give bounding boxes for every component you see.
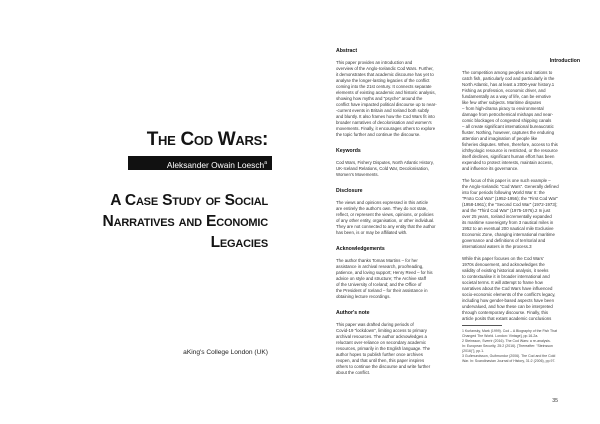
text-line: While this paper focuses on the Cod Wars': [462, 256, 544, 261]
abstract-column: [336, 0, 454, 424]
text-line: damage from petrochemical mishaps and near-: [462, 112, 554, 117]
text-line: coming into the 21st century. It connects separate: [336, 84, 432, 89]
section-heading: Abstract: [336, 48, 358, 54]
text-line: are entirely the author's own. They do not state,: [336, 206, 428, 211]
text-line: and influence its governance.: [462, 166, 519, 171]
author-affiliation: aKing's College London (UK): [183, 349, 268, 356]
footnote-line: 1 Kurlansky, Mark (1999). Cod – A Biography of the Fish That: [462, 329, 558, 333]
section-heading: Acknowledgements: [336, 246, 385, 252]
text-line: others to continue the discourse and write further: [336, 364, 431, 369]
title-block: [40, 0, 272, 424]
text-line: socio-economic elements of the conflict's legacy,: [462, 292, 556, 297]
author-bar: [128, 156, 272, 170]
text-line: The author thanks Tomas Martins – for her: [336, 258, 418, 263]
text-line: obtaining lecture recordings.: [336, 294, 391, 299]
text-line: through contemporary discourse. Finally, this: [462, 310, 549, 315]
text-line: about the conflict.: [336, 370, 371, 375]
paper-title: The Cod Wars:: [146, 129, 268, 150]
text-line: elements of existing academic and historic analysis,: [336, 90, 436, 95]
text-line: comic blockages of congested shipping canals: [462, 118, 552, 123]
text-line: attention and imagination of people like: [462, 136, 538, 141]
text-line: – all create significant international bureaucratic: [462, 124, 554, 129]
text-line: -current events in Britain and Iceland both subtly: [336, 108, 429, 113]
text-line: governance and definitions of territorial and: [462, 238, 546, 243]
text-line: author hopes to publish further once archives: [336, 352, 423, 357]
text-line: advice on style and structure; The Archive staff: [336, 276, 426, 281]
subtitle-line: Legacies: [210, 234, 268, 251]
text-line: resources, primarily in the English language. The: [336, 346, 431, 351]
author-name: Aleksander Owain Loesch: [166, 159, 265, 170]
text-line: of the University of Iceland; and the Office of: [336, 282, 422, 287]
text-line: Economic Zone, changing international maritime: [462, 232, 555, 237]
text-line: fisheries disputes. When, therefore, access to this: [462, 142, 558, 147]
text-line: international waters in the process.3: [462, 244, 532, 249]
subtitle-line: Narratives and Economic: [102, 213, 268, 230]
text-line: and the "Third Cod War" (1975-1976).2 In just: [462, 208, 551, 213]
text-line: The views and opinions expressed in this article: [336, 200, 428, 205]
text-line: like few other subjects. Maritime disputes: [462, 100, 542, 105]
footnote-line: (2016)"], pp.1.: [462, 349, 485, 353]
text-line: over 25 years, Iceland incrementally expanded: [462, 214, 552, 219]
text-line: UK-Iceland Relations, Cold War, Decolonisation,: [336, 166, 430, 171]
text-line: ichthyologic resource is restricted, or the resource: [462, 148, 558, 153]
text-line: archival resources. The author acknowledges a: [336, 334, 427, 339]
text-line: reluctant over-reliance on secondary academic: [336, 340, 427, 345]
text-line: patience, and loving support; Henry Reed – for his: [336, 270, 433, 275]
subtitle-line: A Case Study of Social: [110, 192, 268, 209]
text-line: Cod Wars, Fishery Disputes, North Atlantic History,: [336, 160, 434, 165]
author-affiliation-marker: a: [264, 160, 267, 166]
text-line: catch fish, particularly cod and particularly in the: [462, 76, 555, 81]
text-line: the topic further and continue the discourse.: [336, 132, 421, 137]
section-heading: Author's note: [336, 310, 370, 316]
text-line: This paper was drafted during periods of: [336, 322, 414, 327]
text-line: (1958-1961); the "Second Cod War" (1972-1973);: [462, 202, 558, 207]
text-line: – from high-drama piracy to environmental: [462, 106, 544, 111]
text-line: including how gender-based aspects have been: [462, 298, 555, 303]
text-line: Covid-19 "lockdown", limiting access to primary: [336, 328, 427, 333]
text-line: of any other entity, organisation, or other individual.: [336, 218, 435, 223]
text-line: North Atlantic, has at least a 2000-year history.1: [462, 82, 555, 87]
text-line: it demonstrates that academic discourse has yet to: [336, 72, 434, 77]
page-number: 35: [552, 398, 558, 404]
text-line: They are not connected to any entity that the author: [336, 224, 436, 229]
text-line: narratives about the Cod Wars have influenced: [462, 286, 553, 291]
text-line: overview of the Anglo-Icelandic Cod Wars. Further,: [336, 66, 434, 71]
text-line: The focus of this paper is one such example –: [462, 178, 551, 183]
text-line: Fishing as profession, economic driver, and: [462, 88, 546, 93]
section-heading: Introduction: [549, 58, 580, 64]
introduction-column: [462, 0, 580, 424]
footnote-rule: [462, 325, 502, 326]
footnote-line: Changed The World. London: Vintage], pp.16-2a.: [462, 334, 539, 338]
text-line: into four periods following World War II: the: [462, 190, 545, 195]
text-line: article posits that extant academic conclusions: [462, 316, 552, 321]
text-line: showing how myths and "psyche" around the: [336, 96, 423, 101]
footnote-line: In: European Security, 25:2 (2016). [Thereafter: "Steinsson: [462, 344, 553, 348]
text-line: validity of existing historical analysis, it seeks: [462, 268, 549, 273]
text-line: Women's Movements.: [336, 172, 379, 177]
section-heading: Disclosure: [336, 188, 363, 194]
text-line: undervalued, and how these can be interpreted: [462, 304, 553, 309]
section-heading: Keywords: [336, 148, 361, 154]
text-line: conflict have impacted political discourse up to near-: [336, 102, 437, 107]
text-line: expended to protect interests, maintain access,: [462, 160, 553, 165]
text-line: has been, is or may be affiliated with.: [336, 230, 408, 235]
text-line: 1952 to an eventual 200 nautical mile Exclusive: [462, 226, 554, 231]
text-line: 1970s denouement, and acknowledges the: [462, 262, 545, 267]
footnote-line: 3 Guðmundsson, Guðmundur (2006). The Cod and the Cold: [462, 354, 556, 358]
text-line: reopen, and that until then, this paper inspires: [336, 358, 425, 363]
text-line: the Anglo-Icelandic "Cod Wars". Generally defined: [462, 184, 559, 189]
footnote-line: War. In: Scandinavian Journal of History, 31:2 (2006), pp.97.: [462, 359, 556, 363]
text-line: analyse the longer-lasting legacies of the conflict: [336, 78, 430, 83]
text-line: movements. Finally, it encourages others to explore: [336, 126, 436, 131]
text-line: to contextualise it in broader international and: [462, 274, 550, 279]
text-line: the President of Iceland – for their assistance in: [336, 288, 428, 293]
footnote-line: 2 Steinsson, Sverrir (2016). The Cod Wars: a re-analysis.: [462, 339, 551, 343]
text-line: "Proto Cod War" (1952-1956); the "First Cod War": [462, 196, 558, 201]
text-line: broader narratives of decolonisation and women's: [336, 120, 432, 125]
text-line: The competition among peoples and nations to: [462, 70, 553, 75]
text-line: itself declines, significant human effort has been: [462, 154, 555, 159]
text-line: fundamentally as a way of life, can be emotive: [462, 94, 551, 99]
paper-subtitle: [32, 190, 268, 253]
text-line: fluster. Nothing, however, captures the enduring: [462, 130, 554, 135]
text-line: and bluntly. It also frames how the Cod Wars fit into: [336, 114, 435, 119]
text-line: assistance in archival research, proofreading,: [336, 264, 424, 269]
text-line: its maritime sovereignty from 3 nautical miles in: [462, 220, 554, 225]
text-line: societal terms. It will attempt to frame how: [462, 280, 543, 285]
text-line: reflect, or represent the views, opinions, or policies: [336, 212, 434, 217]
text-line: This paper provides an introduction and: [336, 60, 413, 65]
